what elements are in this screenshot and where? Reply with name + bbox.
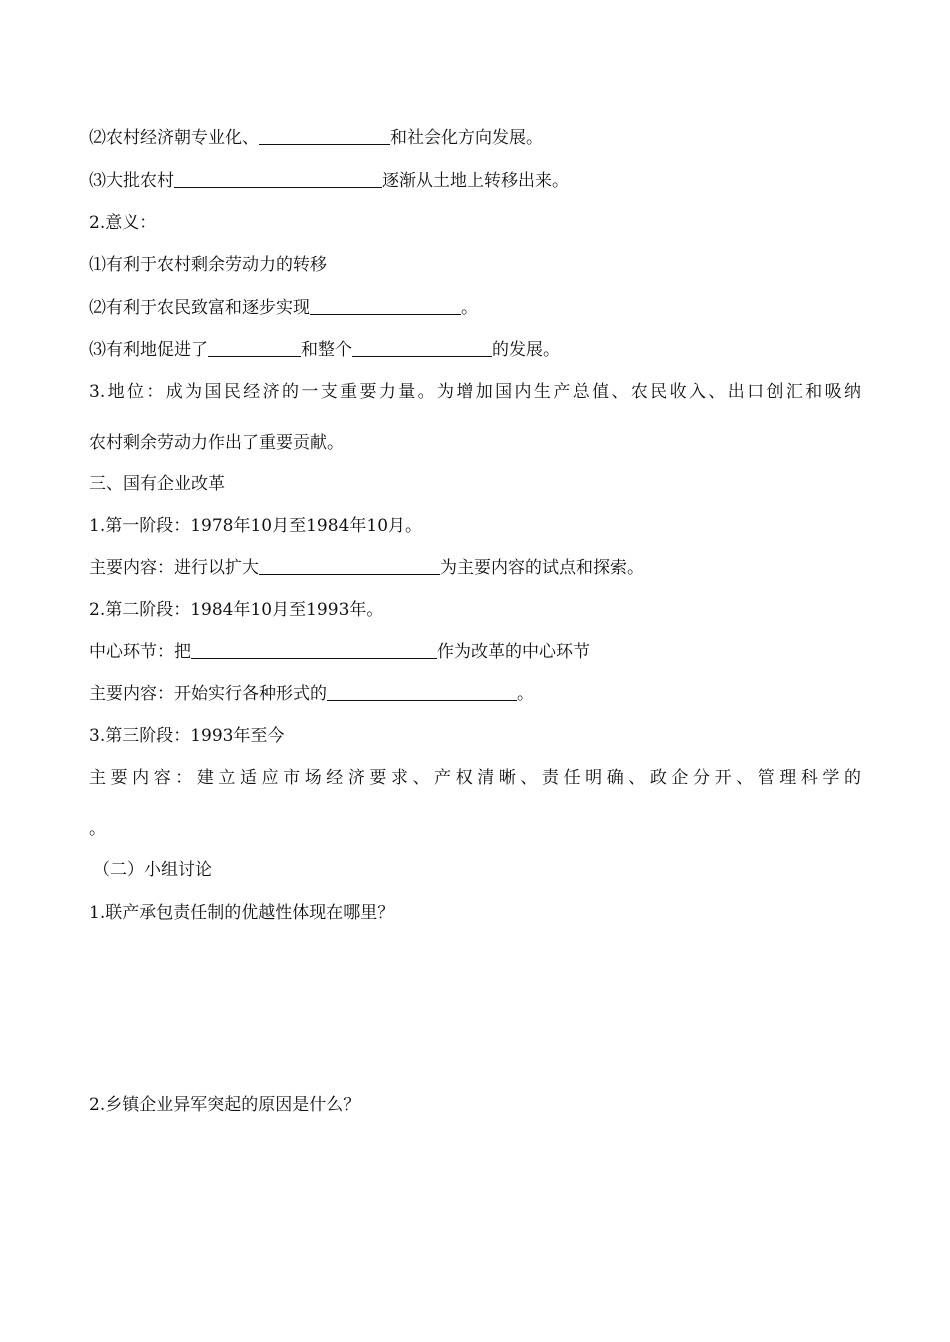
text-segment: 主要内容：开始实行各种形式的 (89, 684, 327, 704)
fill-blank[interactable] (208, 339, 301, 357)
fill-blank[interactable] (259, 127, 390, 145)
line-stage-three: 3.第三阶段：1993年至今 (89, 726, 285, 746)
line-status-continued: 农村剩余劳动力作出了重要贡献。 (89, 433, 344, 453)
line-stage-one: 1.第一阶段：1978年10月至1984年10月。 (89, 516, 423, 536)
text-segment: 作为改革的中心环节 (437, 642, 590, 662)
line-status: 3.地位：成为国民经济的一支重要力量。为增加国内生产总值、农民收入、出口创汇和吸纳 (89, 382, 861, 402)
text-segment: 和社会化方向发展。 (390, 128, 543, 148)
line-stage-two-content (89, 682, 534, 706)
text-segment: 。 (517, 684, 534, 704)
line-labor-transfer: ⑴有利于农村剩余劳动力的转移 (89, 255, 327, 275)
text-segment: ⑶大批农村 (89, 171, 174, 191)
fill-blank[interactable] (327, 683, 517, 701)
text-segment: 主要内容：进行以扩大 (89, 558, 259, 578)
line-stage-three-end: 。 (89, 819, 106, 839)
line-stage-three-content: 主要内容：建立适应市场经济要求、产权清晰、责任明确、政企分开、管理科学的 (89, 768, 861, 788)
text-segment: 为主要内容的试点和探索。 (440, 558, 644, 578)
line-specialization (89, 126, 543, 150)
fill-blank[interactable] (310, 297, 461, 315)
text-segment: 和整个 (301, 340, 352, 360)
fill-blank[interactable] (352, 339, 492, 357)
text-segment: ⑵农村经济朝专业化、 (89, 128, 259, 148)
text-segment: 中心环节：把 (89, 642, 191, 662)
section-heading-group-discussion: （二）小组讨论 (93, 860, 212, 880)
text-segment: 。 (461, 298, 478, 318)
question-two: 2.乡镇企业异军突起的原因是什么？ (89, 1095, 361, 1115)
line-farmers-wealth (89, 296, 478, 320)
line-stage-two: 2.第二阶段：1984年10月至1993年。 (89, 600, 384, 620)
line-rural-labor (89, 169, 569, 193)
text-segment: 的发展。 (492, 340, 560, 360)
text-segment: 逐渐从土地上转移出来。 (382, 171, 569, 191)
text-segment: ⑵有利于农民致富和逐步实现 (89, 298, 310, 318)
fill-blank[interactable] (191, 641, 437, 659)
fill-blank[interactable] (259, 557, 440, 575)
line-stage-one-content (89, 556, 644, 580)
line-central-link (89, 640, 590, 664)
question-one: 1.联产承包责任制的优越性体现在哪里？ (89, 903, 395, 923)
text-segment: ⑶有利地促进了 (89, 340, 208, 360)
line-promote-development (89, 338, 560, 362)
section-heading-soe-reform: 三、国有企业改革 (89, 474, 225, 494)
fill-blank[interactable] (174, 170, 382, 188)
heading-significance: 2.意义： (89, 213, 157, 233)
